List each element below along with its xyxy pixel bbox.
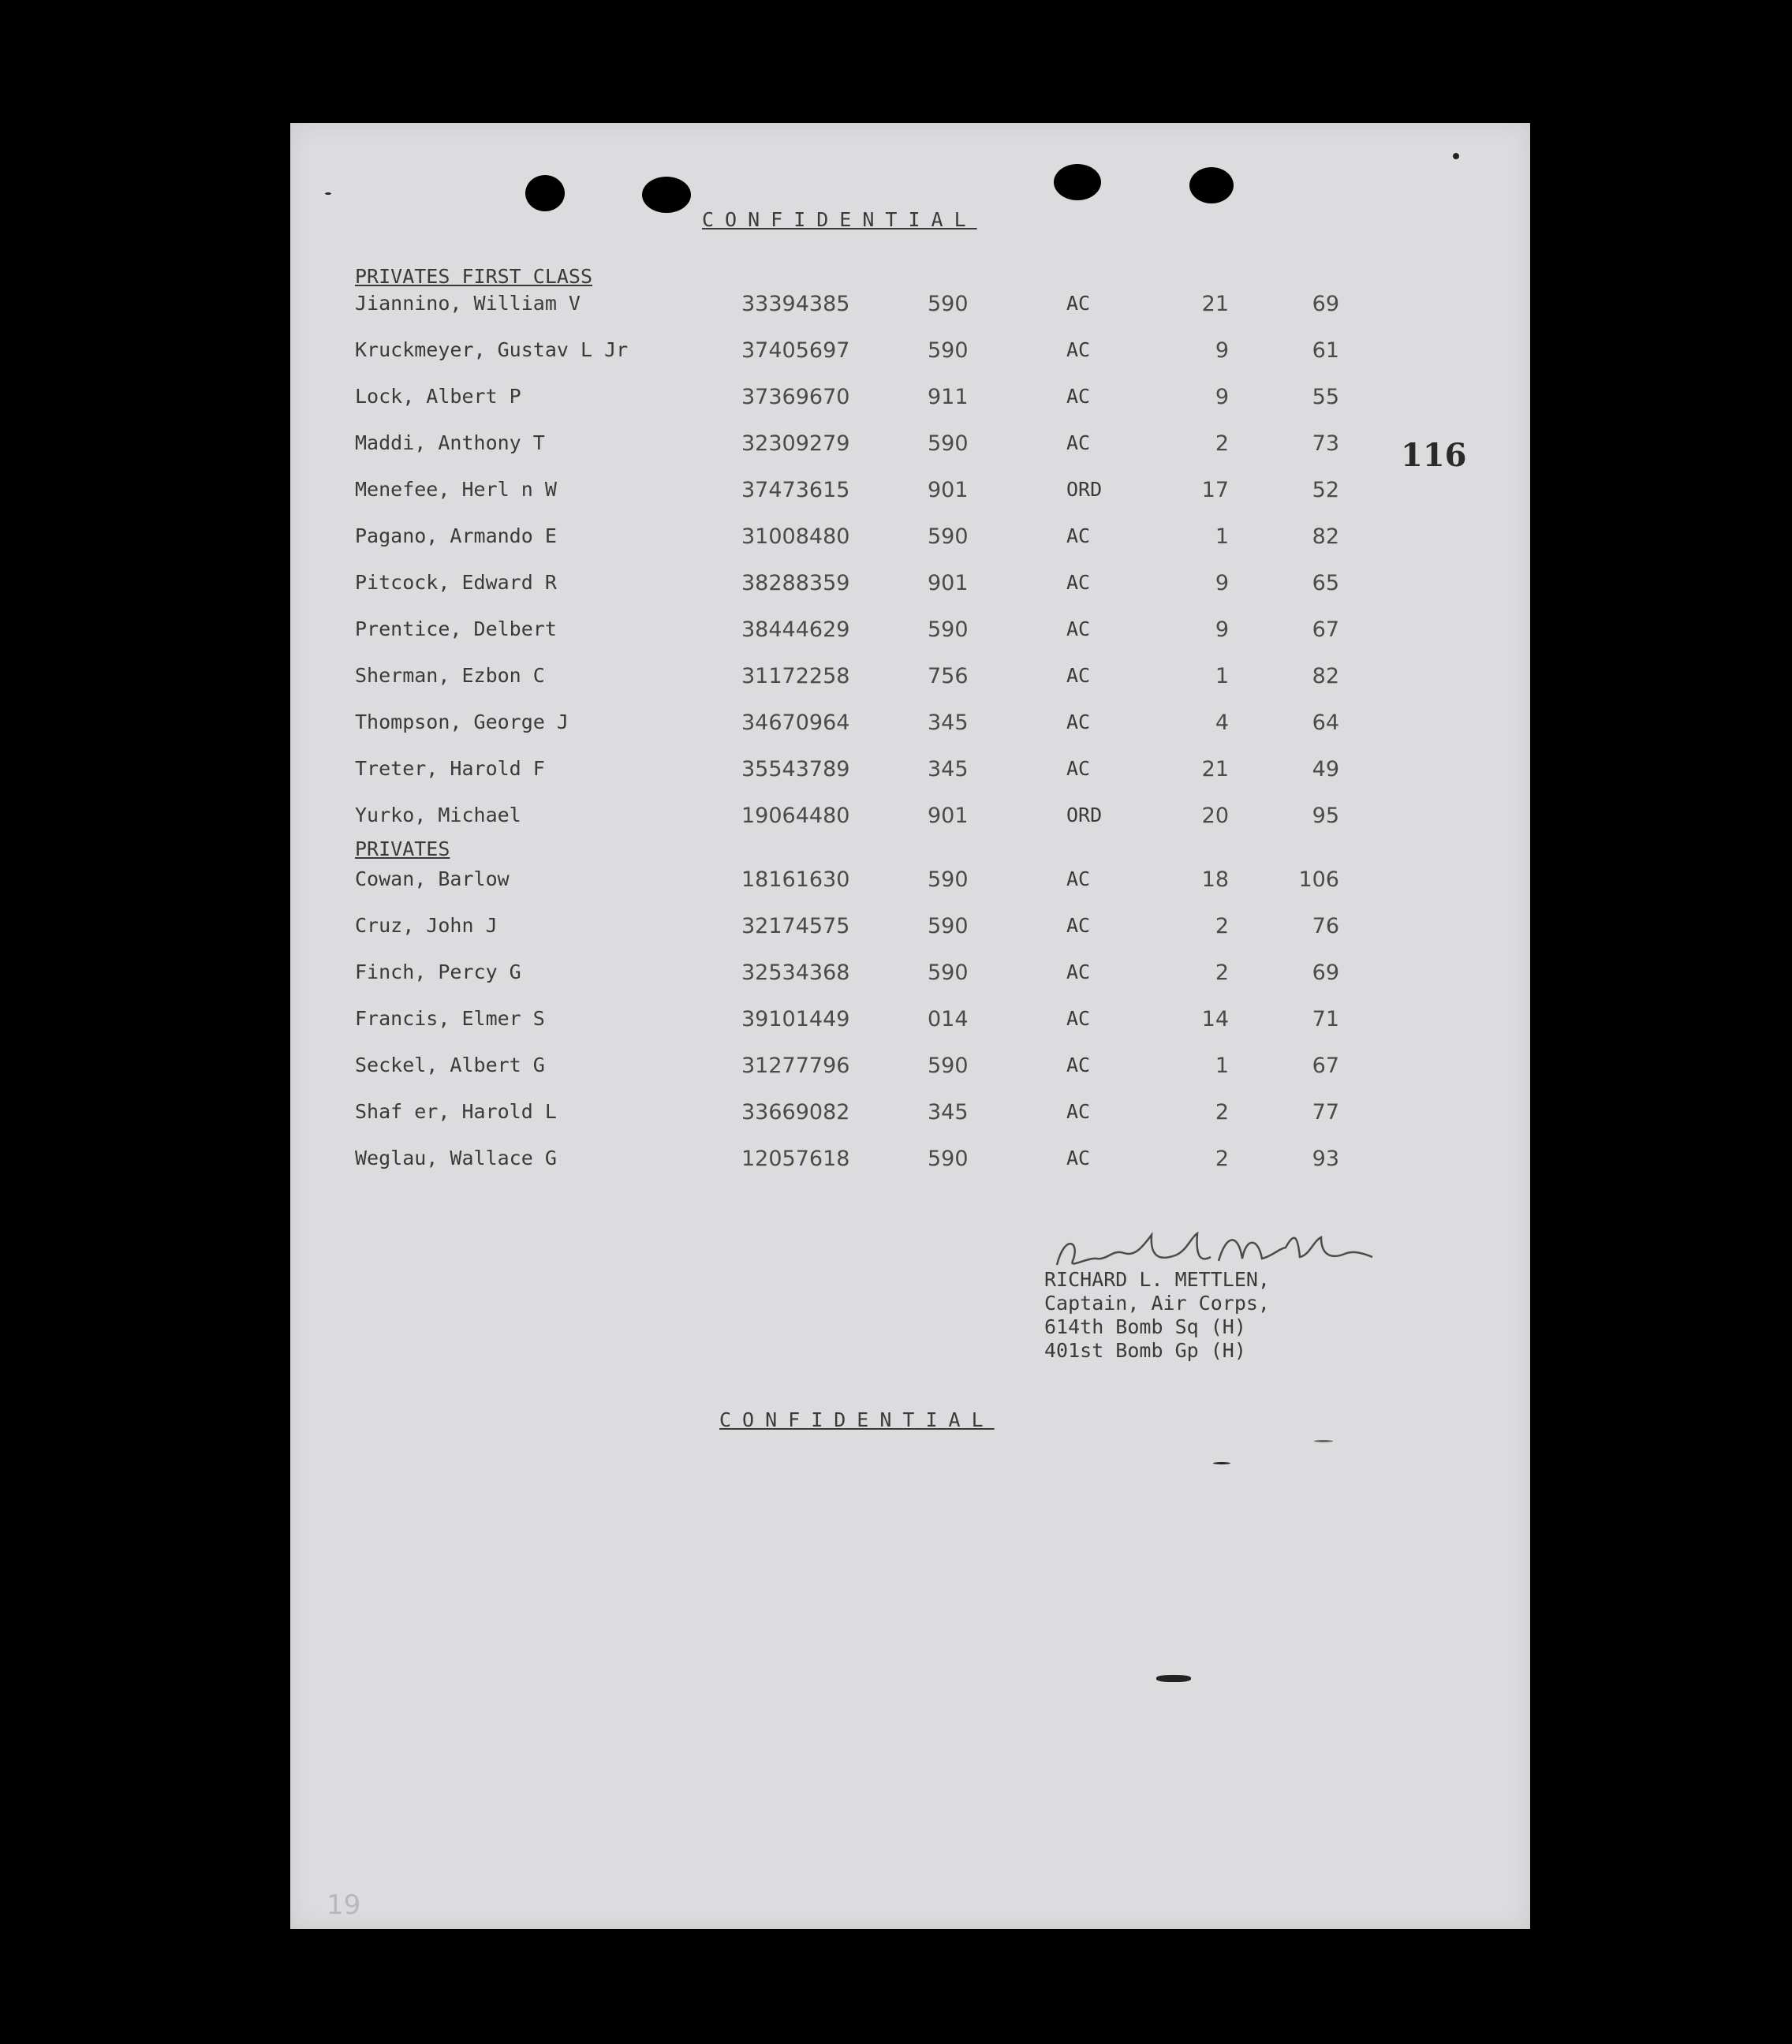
ink-speck — [1156, 1675, 1191, 1682]
cell-code: 901 — [928, 571, 969, 595]
cell-b: 93 — [1312, 1147, 1339, 1171]
cell-b: 77 — [1312, 1100, 1339, 1125]
cell-code: 590 — [928, 914, 969, 938]
signer-name: RICHARD L. METTLEN, — [1044, 1268, 1270, 1291]
cell-serial: 32174575 — [741, 914, 850, 938]
cell-arm: AC — [1066, 1007, 1091, 1030]
cell-serial: 31008480 — [741, 524, 850, 549]
table-row — [290, 524, 1530, 556]
cell-b: 69 — [1312, 960, 1339, 985]
table-row — [290, 914, 1530, 946]
table-row — [290, 1054, 1530, 1085]
cell-arm: ORD — [1066, 804, 1103, 826]
cell-serial: 37405697 — [741, 338, 850, 363]
cell-serial: 19064480 — [741, 804, 850, 828]
cell-arm: AC — [1066, 1147, 1091, 1169]
cell-serial: 38444629 — [741, 617, 850, 642]
cell-arm: AC — [1066, 1054, 1091, 1076]
cell-serial: 31277796 — [741, 1054, 850, 1078]
cell-serial: 37473615 — [741, 478, 850, 502]
cell-code: 590 — [928, 1054, 969, 1078]
cell-serial: 12057618 — [741, 1147, 850, 1171]
cell-serial: 35543789 — [741, 757, 850, 781]
cell-serial: 38288359 — [741, 571, 850, 595]
signer-group: 401st Bomb Gp (H) — [1044, 1339, 1246, 1362]
cell-arm: AC — [1066, 867, 1091, 890]
cell-name: Treter, Harold F — [355, 757, 545, 780]
cell-a: 1 — [1215, 664, 1229, 688]
cell-arm: AC — [1066, 1100, 1091, 1123]
punch-hole — [642, 177, 691, 213]
cell-arm: AC — [1066, 711, 1091, 733]
cell-name: Cowan, Barlow — [355, 867, 510, 890]
cell-code: 590 — [928, 338, 969, 363]
document-page — [290, 123, 1530, 1929]
table-row — [290, 478, 1530, 509]
cell-name: Prentice, Delbert — [355, 617, 557, 640]
section-title: PRIVATES — [355, 837, 450, 860]
table-row — [290, 1007, 1530, 1039]
table-row — [290, 1100, 1530, 1132]
cell-a: 1 — [1215, 1054, 1229, 1078]
cell-serial: 33669082 — [741, 1100, 850, 1125]
cell-name: Kruckmeyer, Gustav L Jr — [355, 338, 629, 361]
punch-hole — [525, 175, 565, 211]
cell-b: 69 — [1312, 292, 1339, 316]
table-row — [290, 431, 1530, 463]
cell-name: Weglau, Wallace G — [355, 1147, 557, 1169]
cell-name: Francis, Elmer S — [355, 1007, 545, 1030]
cell-b: 52 — [1312, 478, 1339, 502]
cell-name: Thompson, George J — [355, 711, 569, 733]
confidential-footer: CONFIDENTIAL — [719, 1408, 995, 1431]
cell-a: 20 — [1201, 804, 1229, 828]
cell-arm: AC — [1066, 338, 1091, 361]
cell-b: 67 — [1312, 617, 1339, 642]
cell-a: 2 — [1215, 431, 1229, 456]
cell-serial: 37369670 — [741, 385, 850, 409]
cell-a: 14 — [1201, 1007, 1229, 1031]
cell-serial: 32534368 — [741, 960, 850, 985]
cell-serial: 39101449 — [741, 1007, 850, 1031]
cell-code: 345 — [928, 1100, 969, 1125]
cell-name: Seckel, Albert G — [355, 1054, 545, 1076]
table-row — [290, 757, 1530, 789]
margin-note: 19 — [327, 1889, 361, 1921]
table-row — [290, 1147, 1530, 1178]
cell-code: 590 — [928, 617, 969, 642]
cell-arm: AC — [1066, 571, 1091, 594]
cell-a: 2 — [1215, 1100, 1229, 1125]
cell-b: 82 — [1312, 524, 1339, 549]
page-number: 116 — [1401, 437, 1467, 474]
table-row — [290, 338, 1530, 370]
table-row — [290, 711, 1530, 742]
punch-hole — [1189, 167, 1234, 203]
cell-arm: AC — [1066, 914, 1091, 937]
punch-hole — [1054, 164, 1101, 200]
table-row — [290, 664, 1530, 696]
cell-b: 55 — [1312, 385, 1339, 409]
cell-b: 67 — [1312, 1054, 1339, 1078]
cell-a: 17 — [1201, 478, 1229, 502]
cell-name: Pitcock, Edward R — [355, 571, 557, 594]
cell-a: 21 — [1201, 757, 1229, 781]
cell-code: 901 — [928, 804, 969, 828]
cell-a: 2 — [1215, 914, 1229, 938]
cell-serial: 31172258 — [741, 664, 850, 688]
cell-arm: AC — [1066, 960, 1091, 983]
cell-a: 9 — [1215, 617, 1229, 642]
cell-name: Shaf er, Harold L — [355, 1100, 557, 1123]
cell-name: Pagano, Armando E — [355, 524, 557, 547]
cell-arm: AC — [1066, 431, 1091, 454]
cell-a: 9 — [1215, 385, 1229, 409]
cell-serial: 32309279 — [741, 431, 850, 456]
cell-arm: AC — [1066, 757, 1091, 780]
cell-code: 590 — [928, 524, 969, 549]
cell-name: Jiannino, William V — [355, 292, 581, 315]
cell-a: 21 — [1201, 292, 1229, 316]
table-row — [290, 960, 1530, 992]
cell-code: 590 — [928, 960, 969, 985]
cell-arm: AC — [1066, 385, 1091, 408]
cell-b: 65 — [1312, 571, 1339, 595]
cell-b: 49 — [1312, 757, 1339, 781]
cell-b: 61 — [1312, 338, 1339, 363]
signer-rank: Captain, Air Corps, — [1044, 1292, 1270, 1315]
cell-code: 590 — [928, 1147, 969, 1171]
cell-name: Menefee, Herl n W — [355, 478, 557, 501]
cell-arm: ORD — [1066, 478, 1103, 501]
cell-name: Yurko, Michael — [355, 804, 521, 826]
cell-b: 106 — [1298, 867, 1339, 892]
cell-name: Maddi, Anthony T — [355, 431, 545, 454]
signer-unit: 614th Bomb Sq (H) — [1044, 1315, 1246, 1338]
cell-a: 2 — [1215, 1147, 1229, 1171]
ink-speck — [1314, 1440, 1333, 1442]
cell-b: 76 — [1312, 914, 1339, 938]
cell-name: Finch, Percy G — [355, 960, 521, 983]
cell-code: 345 — [928, 757, 969, 781]
table-row — [290, 292, 1530, 323]
cell-code: 901 — [928, 478, 969, 502]
cell-arm: AC — [1066, 664, 1091, 687]
cell-b: 82 — [1312, 664, 1339, 688]
cell-serial: 34670964 — [741, 711, 850, 735]
cell-a: 1 — [1215, 524, 1229, 549]
cell-serial: 33394385 — [741, 292, 850, 316]
table-row — [290, 867, 1530, 899]
cell-a: 2 — [1215, 960, 1229, 985]
table-row — [290, 804, 1530, 835]
cell-code: 756 — [928, 664, 969, 688]
cell-a: 9 — [1215, 571, 1229, 595]
cell-code: 590 — [928, 431, 969, 456]
cell-code: 590 — [928, 867, 969, 892]
cell-b: 73 — [1312, 431, 1339, 456]
cell-name: Lock, Albert P — [355, 385, 521, 408]
cell-a: 18 — [1201, 867, 1229, 892]
cell-a: 9 — [1215, 338, 1229, 363]
cell-arm: AC — [1066, 617, 1091, 640]
table-row — [290, 385, 1530, 416]
cell-arm: AC — [1066, 292, 1091, 315]
cell-name: Cruz, John J — [355, 914, 498, 937]
cell-code: 014 — [928, 1007, 969, 1031]
cell-code: 590 — [928, 292, 969, 316]
cell-b: 71 — [1312, 1007, 1339, 1031]
cell-serial: 18161630 — [741, 867, 850, 892]
cell-a: 4 — [1215, 711, 1229, 735]
confidential-header: CONFIDENTIAL — [702, 208, 977, 231]
ink-speck — [1453, 153, 1459, 159]
cell-code: 345 — [928, 711, 969, 735]
cell-b: 64 — [1312, 711, 1339, 735]
table-row — [290, 617, 1530, 649]
cell-code: 911 — [928, 385, 969, 409]
cell-b: 95 — [1312, 804, 1339, 828]
ink-speck — [1213, 1462, 1230, 1464]
table-row — [290, 571, 1530, 602]
ink-speck — [325, 192, 331, 195]
section-title: PRIVATES FIRST CLASS — [355, 265, 593, 288]
cell-arm: AC — [1066, 524, 1091, 547]
cell-name: Sherman, Ezbon C — [355, 664, 545, 687]
